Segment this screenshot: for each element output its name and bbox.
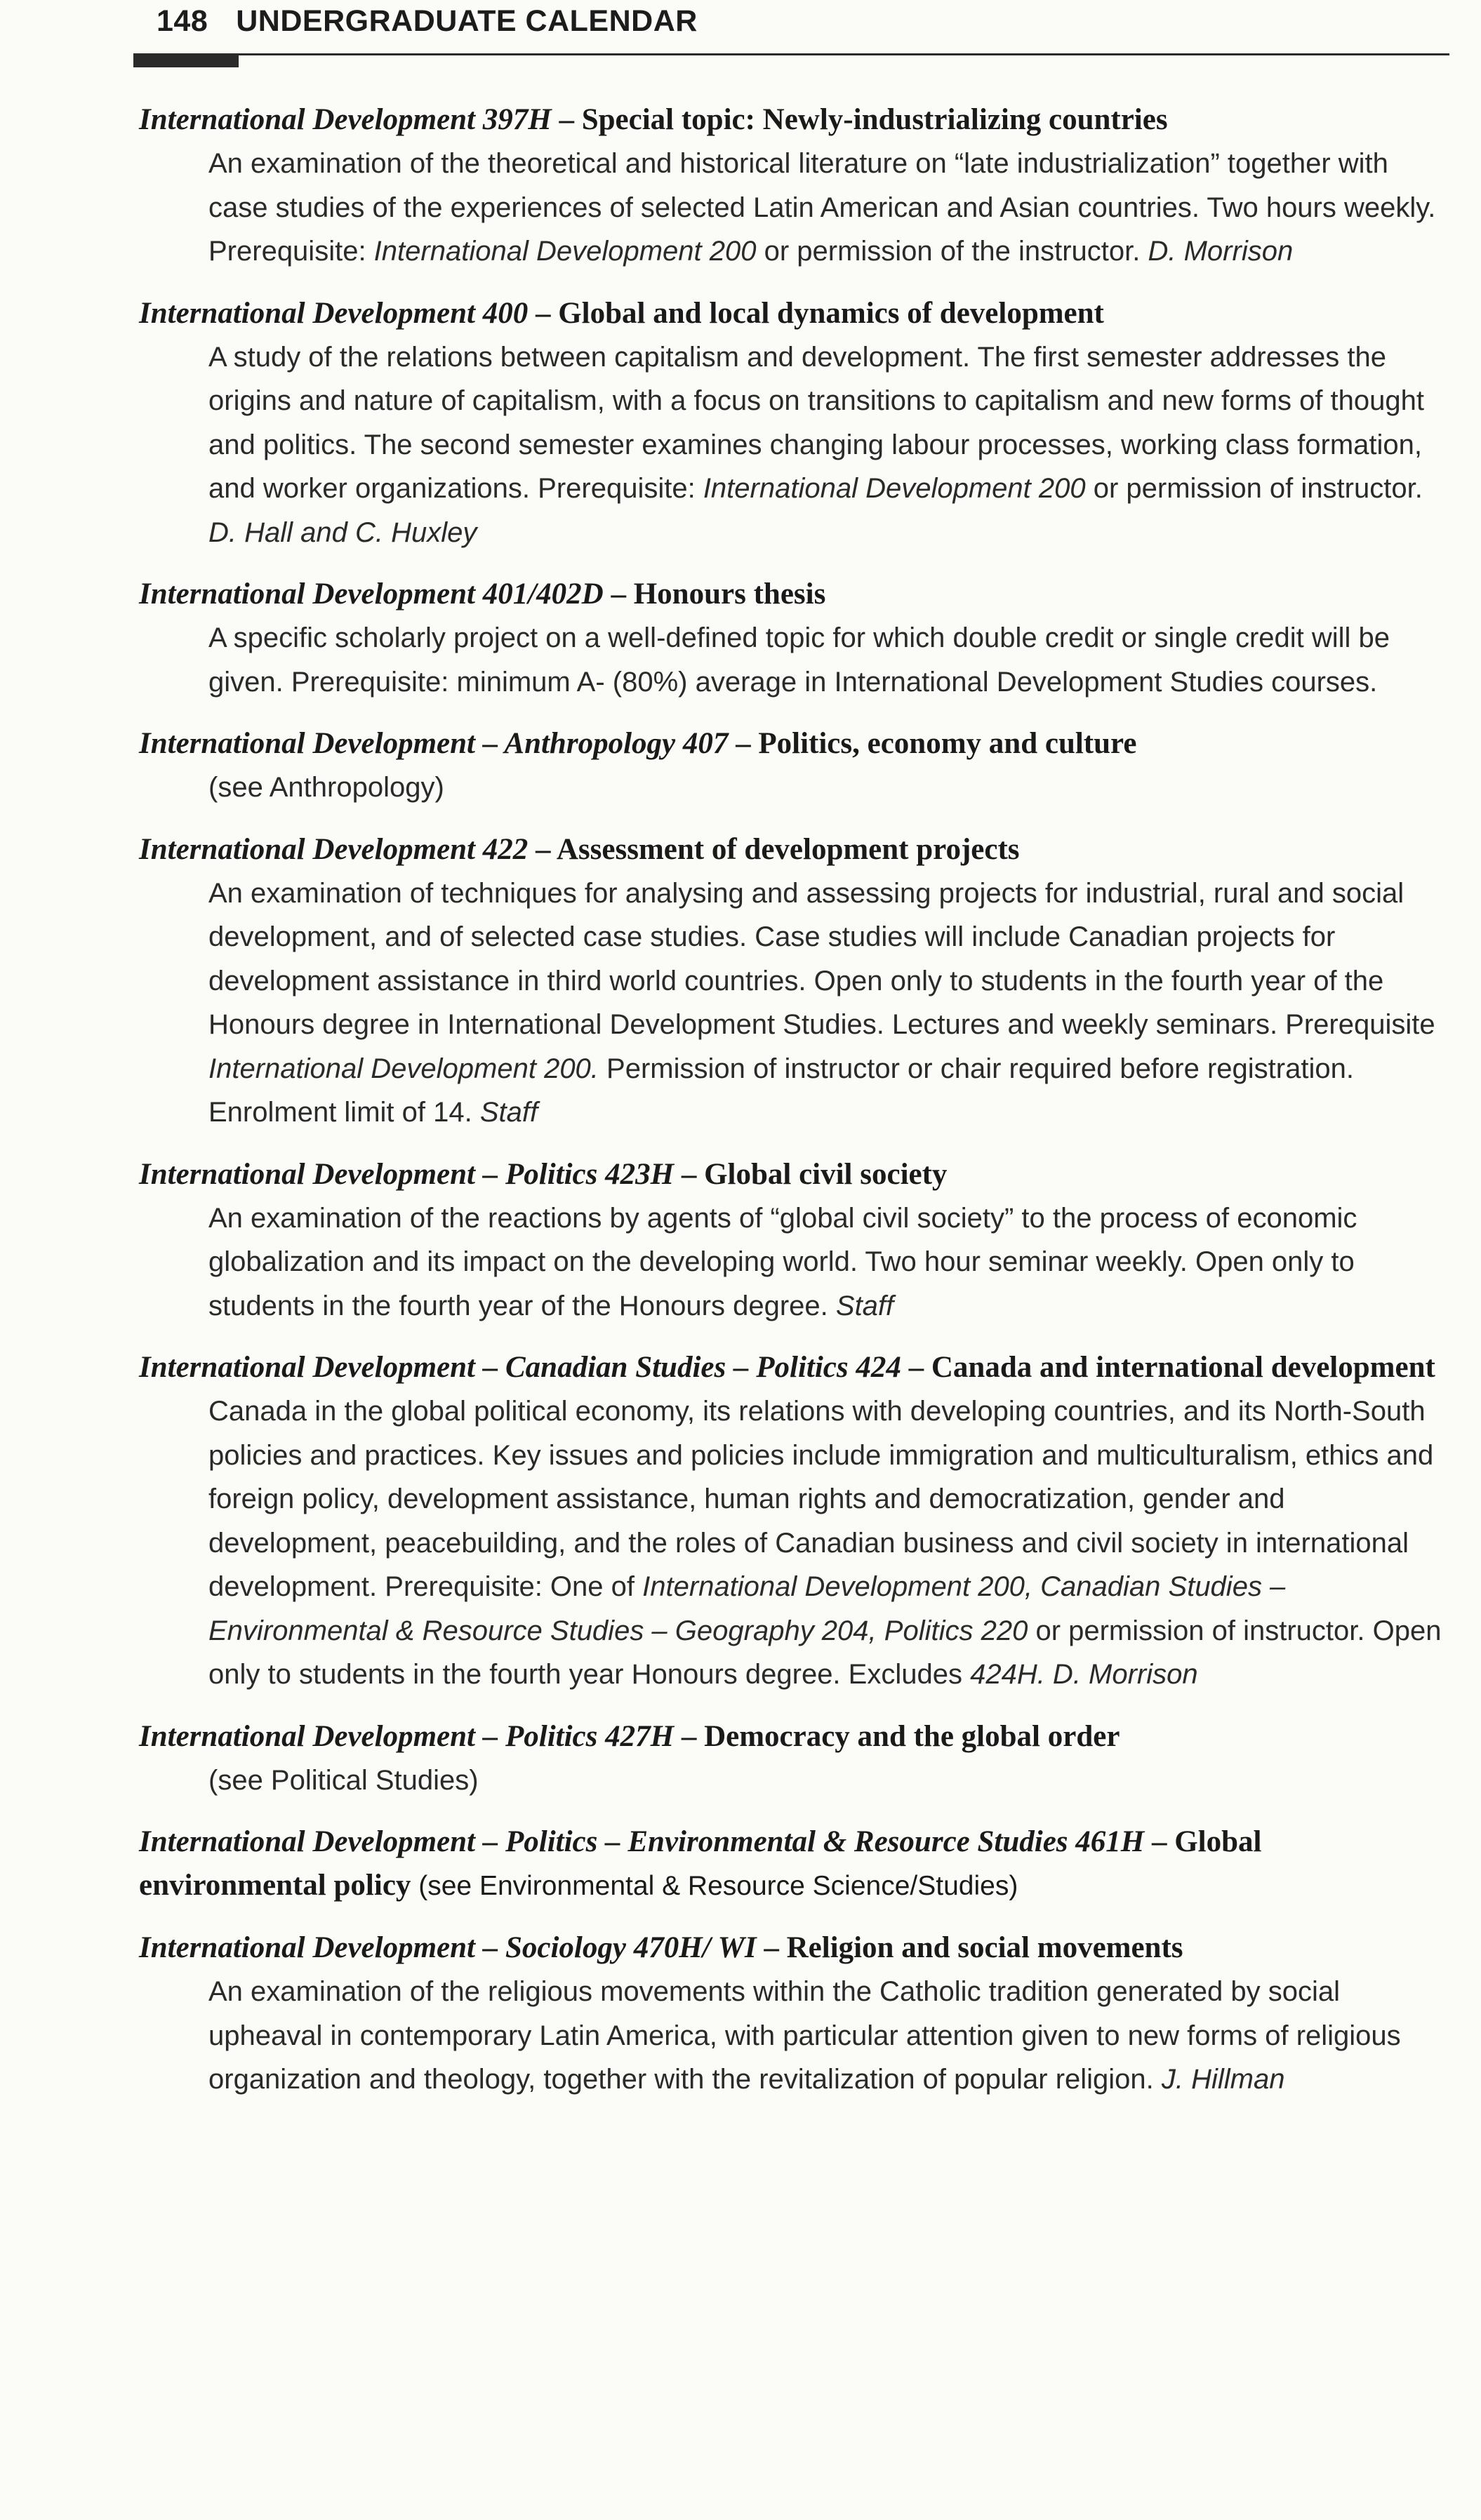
heading-separator: – [674, 1719, 705, 1753]
course-description [208, 335, 1452, 555]
description-text: Canada in the global political economy, its relations with developing countries, and its North-South policies and practices. Key issues and policies include immigration and multiculturalism, ethics and foreign policy, development assistance, human rights and democratization, gender and development, peacebuilding, and the roles of Canadian business and civil society in international development. Prerequisite: One of [208, 1396, 1434, 1602]
course-heading [139, 1820, 1452, 1908]
course-entry [139, 1153, 1452, 1328]
description-text: An examination of the reactions by agents of “global civil society” to the process of economic globalization and its impact on the developing world. Two hour seminar weekly. Open only to students in the fourth year of the Honours degree. [208, 1202, 1357, 1321]
description-italic: Staff [835, 1290, 894, 1321]
course-list [139, 98, 1452, 2120]
course-title: Honours thesis [633, 578, 826, 611]
course-code: International Development – Politics – Environmental & Resource Studies 461H [139, 1825, 1145, 1858]
course-title: Politics, economy and culture [758, 727, 1137, 760]
header-rule-accent [133, 53, 239, 67]
description-italic: Staff [479, 1097, 538, 1128]
heading-separator: – [603, 578, 634, 611]
course-code: International Development – Anthropology 407 [139, 727, 729, 760]
course-description [208, 766, 1452, 810]
course-title: Global environmental policy [139, 1825, 1262, 1902]
heading-separator: – [551, 103, 582, 136]
course-title: Global civil society [704, 1157, 948, 1191]
description-text: An examination of the theoretical and historical literature on “late industrialization” together with case studies of the experiences of selected Latin American and Asian countries. Two hours weekly. Prerequisite: [208, 148, 1436, 267]
course-entry [139, 292, 1452, 555]
course-entry [139, 1926, 1452, 2102]
header-rule [133, 53, 1449, 55]
description-text: or permission of instructor. [1085, 473, 1423, 504]
description-italic: J. Hillman [1161, 2064, 1285, 2095]
description-text: (see Political Studies) [208, 1764, 479, 1796]
description-text: An examination of the religious movements within the Catholic tradition generated by social upheaval in contemporary Latin America, with particular attention given to new forms of religious organization and theology, together with the revitalization of popular religion. [208, 1976, 1401, 2095]
course-title: Global and local dynamics of development [558, 296, 1104, 330]
course-heading [139, 1346, 1452, 1389]
course-description [208, 872, 1452, 1135]
course-entry [139, 1820, 1452, 1908]
course-heading [139, 1153, 1452, 1196]
description-text: Permission of instructor or chair required before registration. Enrolment limit of 14. [208, 1053, 1354, 1128]
course-code: International Development – Politics 423H [139, 1157, 675, 1191]
course-description [208, 1970, 1452, 2102]
course-description [208, 1389, 1452, 1697]
course-entry [139, 722, 1452, 810]
page-number: 148 [157, 4, 208, 38]
description-italic: International Development 200 [373, 236, 757, 267]
header-title: UNDERGRADUATE CALENDAR [236, 4, 698, 38]
course-code: International Development 397H [139, 103, 552, 136]
description-text: An examination of techniques for analysing and assessing projects for industrial, rural and social development, and of selected case studies. Case studies will include Canadian projects for development assistance in third world countries. Open only to students in the fourth year of the Honours degree in International Development Studies. Lectures and weekly seminars. Prerequisite [208, 877, 1435, 1040]
course-code: International Development – Politics 427H [139, 1719, 675, 1753]
course-title: Assessment of development projects [556, 832, 1020, 866]
course-heading [139, 573, 1452, 616]
course-description [208, 616, 1452, 704]
course-code: International Development – Sociology 470H/ WI [139, 1931, 757, 1964]
course-entry [139, 1346, 1452, 1697]
description-italic: D. Morrison [1148, 236, 1294, 267]
description-italic: International Development 200, Canadian Studies – Environmental & Resource Studies – Geography 204, Politics 220 [208, 1571, 1286, 1646]
heading-separator: – [528, 296, 559, 330]
course-title: Democracy and the global order [704, 1719, 1120, 1753]
course-heading [139, 828, 1452, 872]
course-description [208, 1759, 1452, 1803]
course-title: Canada and international development [931, 1351, 1435, 1384]
heading-separator: – [1144, 1825, 1175, 1858]
course-heading [139, 722, 1452, 766]
heading-separator: – [528, 832, 557, 866]
description-text: or permission of instructor. Open only to students in the fourth year Honours degree. Excludes [208, 1615, 1442, 1690]
description-italic: 424H. D. Morrison [970, 1659, 1198, 1690]
description-italic: International Development 200. [208, 1053, 599, 1084]
course-heading [139, 1715, 1452, 1759]
description-text: or permission of the instructor. [756, 236, 1148, 267]
heading-separator: – [674, 1157, 705, 1191]
course-entry [139, 1715, 1452, 1803]
description-text: (see Anthropology) [208, 772, 444, 803]
course-description [208, 142, 1452, 274]
description-italic: International Development 200 [703, 473, 1086, 504]
course-code: International Development 401/402D [139, 578, 604, 611]
course-heading [139, 1926, 1452, 1970]
course-entry [139, 573, 1452, 704]
course-heading [139, 98, 1452, 142]
page-header [157, 4, 698, 39]
heading-separator: – [901, 1351, 931, 1384]
course-heading [139, 292, 1452, 335]
course-code: International Development 400 [139, 296, 529, 330]
description-text: A study of the relations between capitalism and development. The first semester addresses the origins and nature of capitalism, with a focus on transitions to capitalism and new forms of thought and politics. The second semester examines changing labour processes, working class formation, and worker organizations. Prerequisite: [208, 341, 1425, 504]
heading-separator: – [728, 727, 759, 760]
course-code: International Development 422 [139, 832, 529, 866]
course-title: Special topic: Newly-industrializing countries [581, 103, 1168, 136]
course-description [208, 1196, 1452, 1328]
course-entry [139, 828, 1452, 1135]
course-code: International Development – Canadian Studies – Politics 424 [139, 1351, 901, 1384]
description-italic: D. Hall and C. Huxley [208, 516, 477, 548]
heading-separator: – [756, 1931, 787, 1964]
description-text: A specific scholarly project on a well-defined topic for which double credit or single credit will be given. Prerequisite: minimum A- (80%) average in International Development Studies courses. [208, 622, 1390, 698]
cross-reference: (see Environmental & Resource Science/Studies) [411, 1871, 1018, 1901]
course-entry [139, 98, 1452, 274]
course-title: Religion and social movements [786, 1931, 1183, 1964]
